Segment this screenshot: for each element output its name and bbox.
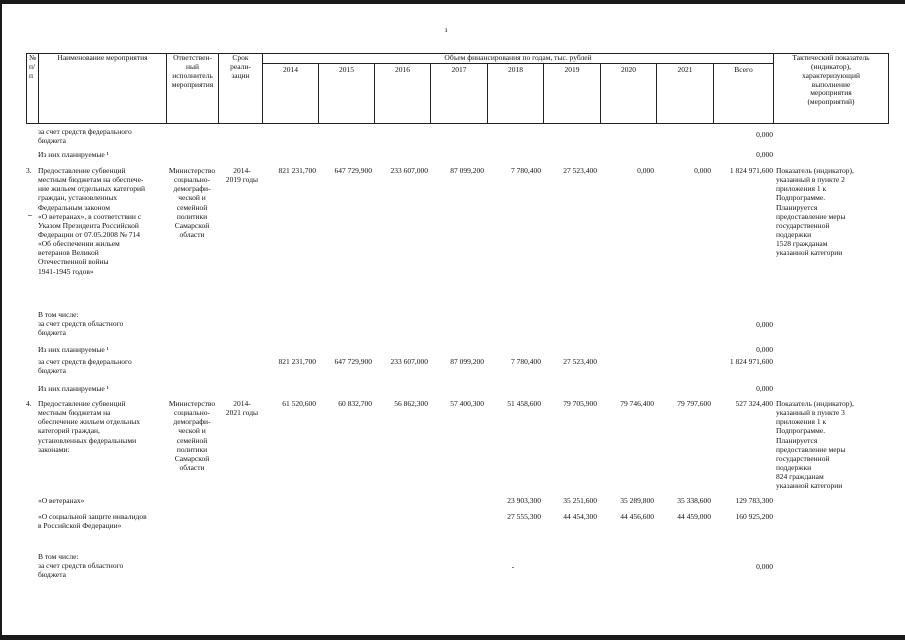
item-number: 3.: [26, 166, 32, 175]
item-3-term: 2014- 2019 годы: [225, 166, 259, 185]
header-term: Срок реали- зации: [219, 54, 263, 124]
header-responsible: Ответствен- ный исполнитель мероприятия: [167, 54, 219, 124]
scan-mark: [28, 215, 32, 216]
item-3-2018: 7 780,400: [511, 166, 541, 175]
scan-border-top: [0, 0, 905, 4]
law-veterans-2021: 35 338,600: [677, 496, 711, 505]
row-planned-label: Из них планируемые ¹: [38, 150, 109, 159]
row-federal-2017: 87 099,200: [450, 357, 484, 366]
row-federal-total: 1 824 971,600: [729, 357, 773, 366]
law-disabled-2019: 44 454,300: [563, 512, 597, 521]
law-veterans-total: 129 783,300: [735, 496, 773, 505]
item-3-2019: 27 523,400: [563, 166, 597, 175]
law-veterans-2020: 35 289,800: [620, 496, 654, 505]
item-4-2015: 60 832,700: [338, 399, 372, 408]
header-num: № п/п: [27, 54, 39, 124]
header-year-2019: 2019: [544, 64, 601, 124]
row-regional-total: 0,000: [756, 562, 773, 571]
item-4-2014: 61 520,600: [282, 399, 316, 408]
law-disabled-2020: 44 456,600: [620, 512, 654, 521]
header-name: Наименование мероприятия: [39, 54, 167, 124]
row-federal-label: за счет средств федерального бюджета: [38, 127, 132, 146]
row-planned-total: 0,000: [756, 384, 773, 393]
item-3-2017: 87 099,200: [450, 166, 484, 175]
item-4-responsible: Министерство социально- демографи- ческой и семейной политики Самарской области: [168, 399, 216, 472]
item-4-term: 2014- 2021 годы: [225, 399, 259, 418]
law-veterans-2018: 23 903,300: [507, 496, 541, 505]
row-planned-total: 0,000: [756, 150, 773, 159]
page-number: з: [444, 26, 448, 34]
header-year-2014: 2014: [263, 64, 319, 124]
law-disabled-total: 160 925,200: [735, 512, 773, 521]
row-regional-label: В том числе: за счет средств областного бюджета: [38, 310, 124, 338]
item-4-2020: 79 746,400: [620, 399, 654, 408]
table-header: [26, 53, 889, 124]
item-3-2021: 0,000: [694, 166, 711, 175]
row-planned-total: 0,000: [756, 345, 773, 354]
item-3-indicator: Показатель (индикатор), указанный в пункте 2 приложения 1 к Подпрограмме. Планируется предоставление меры государственной поддержки 1528 гражданам указанной категории: [776, 166, 854, 258]
item-4-total: 527 324,400: [735, 399, 773, 408]
law-disabled-2018: 27 555,300: [507, 512, 541, 521]
row-federal-2018: 7 780,400: [511, 357, 541, 366]
scan-mark: [512, 567, 514, 568]
header-year-2017: 2017: [431, 64, 488, 124]
row-regional-label: В том числе: за счет средств областного бюджета: [38, 552, 124, 580]
row-federal-2016: 233 607,000: [390, 357, 428, 366]
header-total: Всего: [714, 64, 774, 124]
scan-border-bottom: [0, 635, 905, 640]
item-4-indicator: Показатель (индикатор), указанный в пункте 3 приложения 1 к Подпрограмме. Планируется предоставление меры государственной поддержки 824 гражданам указанной категории: [776, 399, 854, 491]
law-veterans-label: «О ветеранах»: [38, 496, 85, 505]
row-federal-2019: 27 523,400: [563, 357, 597, 366]
item-3-2014: 821 231,700: [278, 166, 316, 175]
header-year-2020: 2020: [601, 64, 657, 124]
row-planned-label: Из них планируемые ¹: [38, 345, 109, 354]
header-year-2021: 2021: [657, 64, 714, 124]
row-federal-label: за счет средств федерального бюджета: [38, 357, 132, 376]
item-3-name: Предоставление субвенций местным бюджетам на обеспече- ние жильем отдельных категорий граждан, установленных Федеральным законом «О ветеранах», в соответствии с Указом Президента Российской Федерации от 07.05.2008 № 714 «Об обеспечении жильем ветеранов Великой Отечественной войны 1941-1945 годов»: [38, 166, 146, 276]
item-4-2016: 56 862,300: [394, 399, 428, 408]
header-funding: Объем финансирования по годам, тыс. рублей: [263, 54, 774, 64]
row-planned-label: Из них планируемые ¹: [38, 384, 109, 393]
item-4-2017: 57 400,300: [450, 399, 484, 408]
row-regional-total: 0,000: [756, 320, 773, 329]
item-3-responsible: Министерство социально- демографи- ческой и семейной политики Самарской области: [168, 166, 216, 239]
item-3-total: 1 824 971,600: [729, 166, 773, 175]
row-federal-2014: 821 231,700: [278, 357, 316, 366]
item-3-2020: 0,000: [637, 166, 654, 175]
law-disabled-2021: 44 459,000: [677, 512, 711, 521]
item-4-name: Предоставление субвенций местным бюджетам на обеспечение жильем отдельных категорий граждан, установленных федеральными законами:: [38, 399, 141, 454]
item-4-2019: 79 705,900: [563, 399, 597, 408]
item-3-2015: 647 729,900: [334, 166, 372, 175]
law-disabled-label: «О социальной защите инвалидов в Российской Федерации»: [38, 512, 147, 531]
item-number: 4.: [26, 399, 32, 408]
scan-border-left: [0, 0, 2, 640]
item-4-2021: 79 797,600: [677, 399, 711, 408]
item-4-2018: 51 458,600: [507, 399, 541, 408]
row-federal-total: 0,000: [756, 130, 773, 139]
header-year-2016: 2016: [375, 64, 431, 124]
row-federal-2015: 647 729,900: [334, 357, 372, 366]
law-veterans-2019: 35 251,600: [563, 496, 597, 505]
item-3-2016: 233 607,000: [390, 166, 428, 175]
header-year-2018: 2018: [488, 64, 544, 124]
header-indicator: Тактический показатель (индикатор), характеризующий выполнение мероприятия (мероприятий): [774, 54, 889, 124]
header-year-2015: 2015: [319, 64, 375, 124]
